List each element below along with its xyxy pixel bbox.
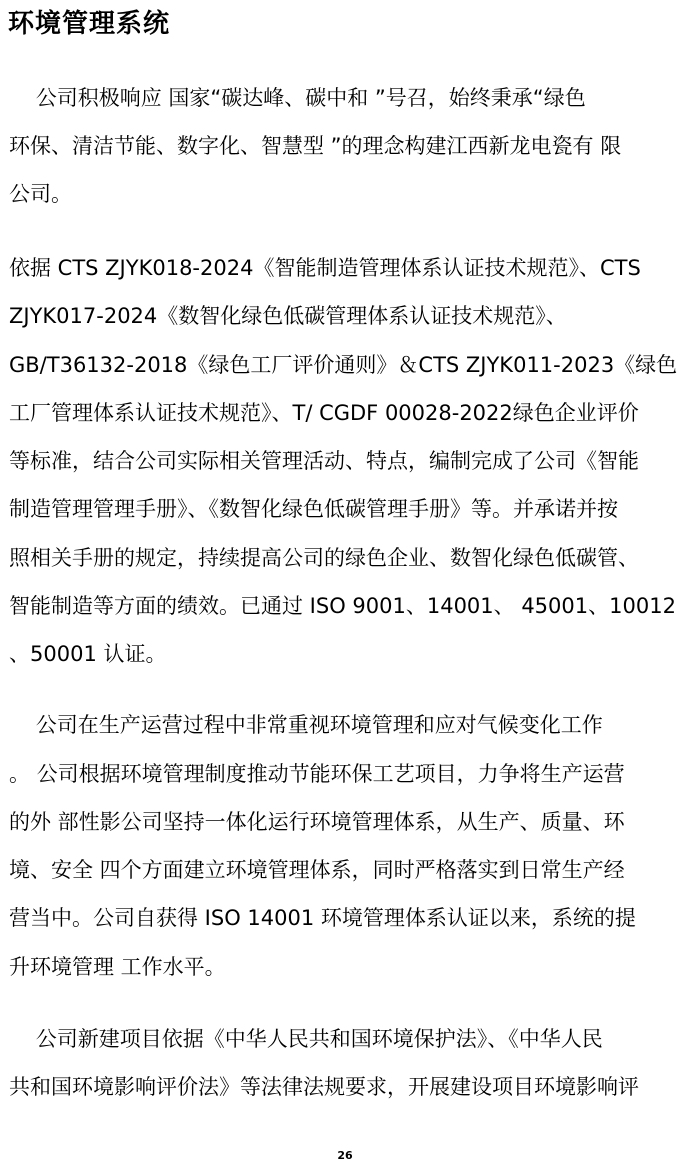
paragraph-2-line-6: 制造管理管理手册》、《数智化绿色低碳管理手册》等。并承诺并按 — [9, 497, 618, 521]
paragraph-2-line-4: 工厂管理体系认证技术规范》、T/ CGDF 00028-2022绿色企业评价 — [9, 401, 639, 425]
paragraph-1-line-1: 公司积极响应 国家“碳达峰、碳中和 ”号召，始终秉承“绿色 — [9, 86, 586, 110]
paragraph-3-line-3: 的外 部性影公司坚持一体化运行环境管理体系，从生产、质量、环 — [9, 810, 625, 834]
paragraph-2-line-1: 依据 CTS ZJYK018-2024《智能制造管理体系认证技术规范》、CTS — [9, 256, 641, 280]
paragraph-2-line-3: GB/T36132-2018《绿色工厂评价通则》＆CTS ZJYK011-2023《绿色 — [9, 353, 678, 377]
paragraph-3-line-6: 升环境管理 工作水平。 — [9, 955, 226, 979]
paragraph-3-line-2: 。 公司根据环境管理制度推动节能环保工艺项目，力争将生产运营 — [9, 762, 625, 786]
paragraph-1-line-3: 公司。 — [9, 182, 72, 206]
paragraph-4-line-2: 共和国环境影响评价法》等法律法规要求，开展建设项目环境影响评 — [9, 1075, 639, 1099]
paragraph-1-line-2: 环保、清洁节能、数字化、智慧型 ”的理念构建江西新龙电瓷有 限 — [9, 134, 622, 158]
paragraph-3-line-4: 境、安全 四个方面建立环境管理体系，同时严格落实到日常生产经 — [9, 858, 625, 882]
paragraph-2-line-8: 智能制造等方面的绩效。已通过 ISO 9001、14001、 45001、10012 — [9, 594, 676, 618]
paragraph-3-line-5: 营当中。公司自获得 ISO 14001 环境管理体系认证以来，系统的提 — [9, 906, 636, 930]
paragraph-4-line-1: 公司新建项目依据《中华人民共和国环境保护法》、《中华人民 — [9, 1027, 603, 1051]
paragraph-2-line-7: 照相关手册的规定，持续提高公司的绿色企业、数智化绿色低碳管、 — [9, 546, 639, 570]
paragraph-3-line-1: 公司在生产运营过程中非常重视环境管理和应对气候变化工作 — [9, 713, 603, 737]
paragraph-2-line-2: ZJYK017-2024《数智化绿色低碳管理体系认证技术规范》、 — [9, 304, 567, 328]
page-number: 26 — [337, 1149, 353, 1162]
page-title: 环境管理系统 — [8, 9, 171, 39]
paragraph-2-line-9: 、50001 认证。 — [9, 642, 167, 666]
paragraph-2-line-5: 等标准，结合公司实际相关管理活动、特点，编制完成了公司《智能 — [9, 449, 639, 473]
